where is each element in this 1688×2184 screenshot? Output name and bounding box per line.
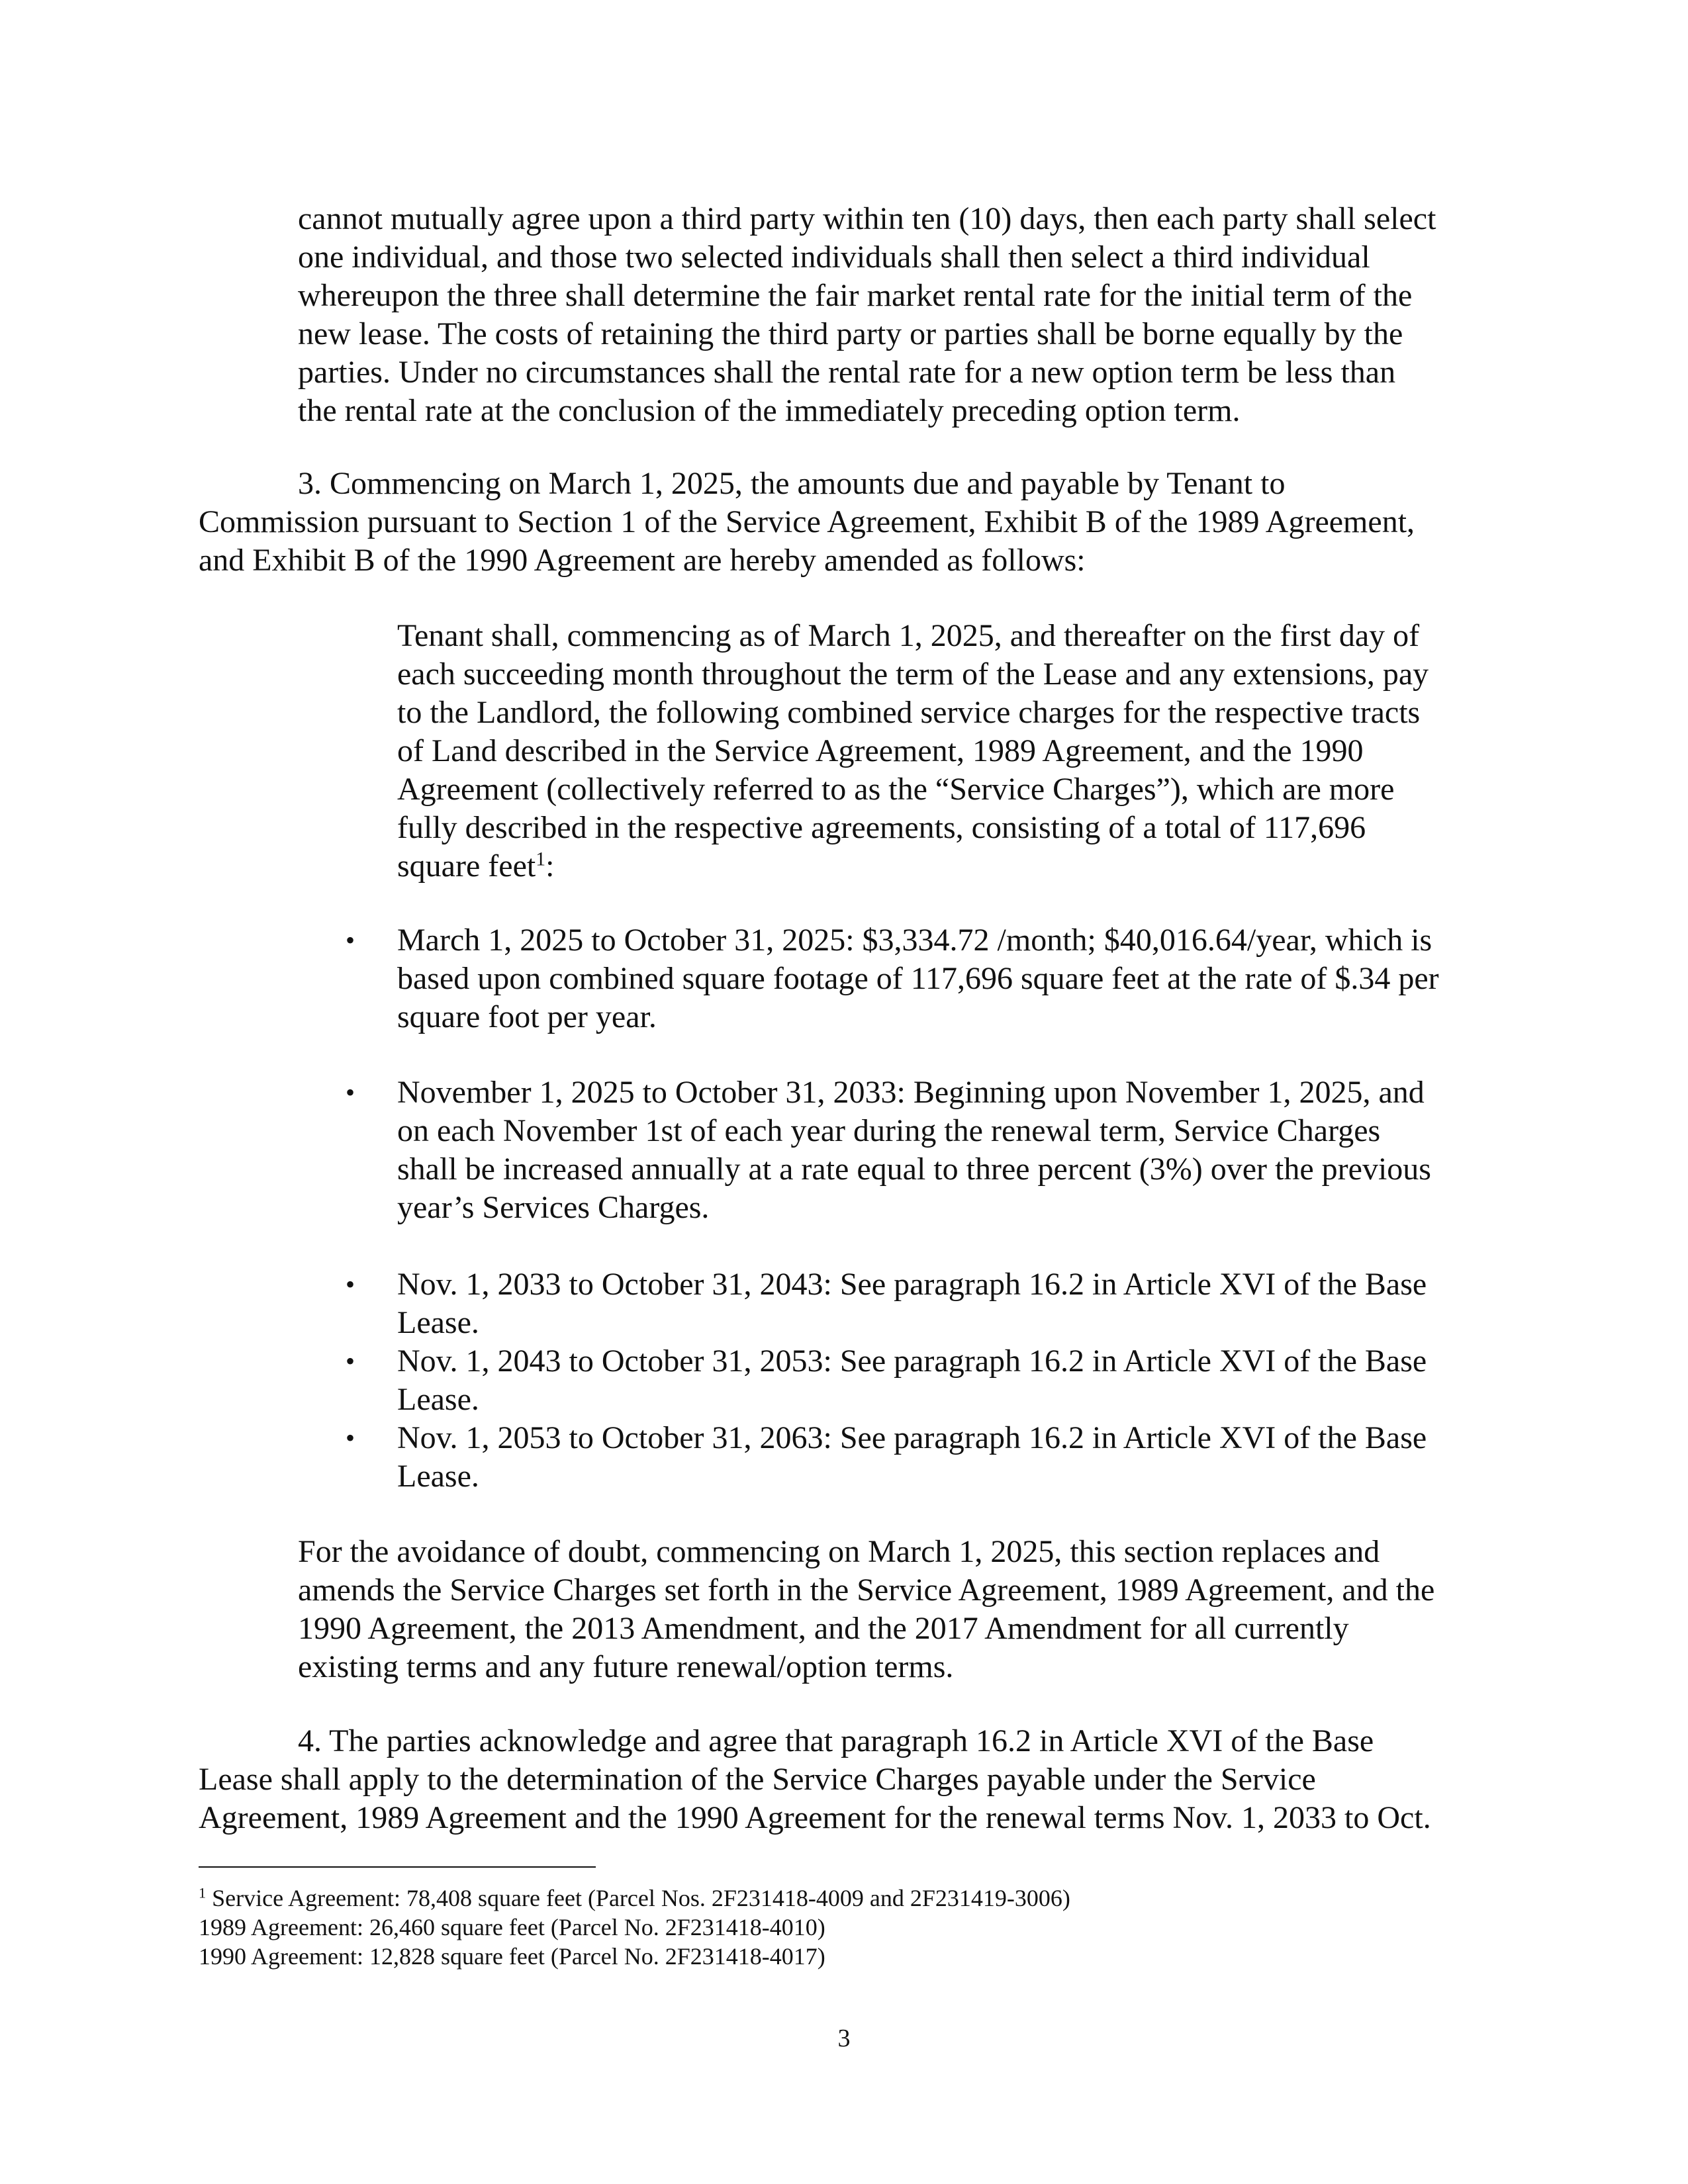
footnote-line: 1990 Agreement: 12,828 square feet (Parcel No. 2F231418-4017) [199,1943,825,1970]
text-line: existing terms and any future renewal/option terms. [298,1649,954,1684]
text-line: Agreement (collectively referred to as the “Service Charges”), which are more [397,772,1395,807]
text-fragment: : [545,848,555,884]
bullet-icon: • [346,1423,355,1453]
bullet-icon: • [346,1346,355,1376]
text-line: each succeeding month throughout the term of the Lease and any extensions, pay [397,657,1429,692]
text-line: based upon combined square footage of 117,696 square feet at the rate of $.34 per [397,961,1439,996]
text-line: to the Landlord, the following combined service charges for the respective tracts [397,695,1421,730]
text-line: Agreement, 1989 Agreement and the 1990 Agreement for the renewal terms Nov. 1, 2033 to Oct. [199,1800,1431,1835]
text-line: the rental rate at the conclusion of the immediately preceding option term. [298,393,1241,428]
footnote-divider [199,1866,596,1868]
text-line: Lease shall apply to the determination of the Service Charges payable under the Service [199,1762,1316,1797]
footnote-reference[interactable]: 1 [536,848,546,870]
text-line: whereupon the three shall determine the fair market rental rate for the initial term of the [298,278,1413,313]
footnote-line [199,1884,1070,1913]
text-line: square foot per year. [397,999,657,1034]
bullet-item [397,1265,1427,1342]
text-line: Lease. [397,1305,479,1340]
text-line: of Land described in the Service Agreement, 1989 Agreement, and the 1990 [397,733,1364,768]
text-line: shall be increased annually at a rate equal to three percent (3%) over the previous [397,1152,1431,1187]
continuation-paragraph [298,200,1436,430]
text-fragment: square feet [397,848,536,884]
text-line: November 1, 2025 to October 31, 2033: Beginning upon November 1, 2025, and [397,1075,1425,1110]
bullet-icon: • [346,925,355,955]
text-line: March 1, 2025 to October 31, 2025: $3,334.72 /month; $40,016.64/year, which is [397,923,1432,958]
footnote-line: 1989 Agreement: 26,460 square feet (Parcel No. 2F231418-4010) [199,1914,825,1940]
bullet-icon: • [346,1077,355,1107]
text-line: Lease. [397,1459,479,1494]
section-4-paragraph [199,1722,1431,1837]
section-3-paragraph [199,465,1415,580]
text-line: Nov. 1, 2043 to October 31, 2053: See paragraph 16.2 in Article XVI of the Base [397,1343,1427,1379]
text-line: parties. Under no circumstances shall the rental rate for a new option term be less than [298,355,1396,390]
text-line: Lease. [397,1382,479,1417]
page-number: 3 [837,2025,851,2052]
text-line: one individual, and those two selected individuals shall then select a third individual [298,240,1370,275]
text-line: on each November 1st of each year during the renewal term, Service Charges [397,1113,1381,1148]
text-line: 1990 Agreement, the 2013 Amendment, and the 2017 Amendment for all currently [298,1611,1349,1646]
bullet-item [397,1342,1427,1419]
text-line: fully described in the respective agreements, consisting of a total of 117,696 [397,810,1366,845]
avoidance-paragraph [298,1533,1434,1686]
text-line: cannot mutually agree upon a third party within ten (10) days, then each party shall select [298,201,1436,236]
footnote-text: Service Agreement: 78,408 square feet (Parcel Nos. 2F231418-4009 and 2F231419-3006) [206,1885,1070,1911]
text-line: Commission pursuant to Section 1 of the Service Agreement, Exhibit B of the 1989 Agreement, [199,504,1415,539]
footnote-marker: 1 [199,1884,207,1901]
text-line: Nov. 1, 2053 to October 31, 2063: See paragraph 16.2 in Article XVI of the Base [397,1420,1427,1455]
text-line: For the avoidance of doubt, commencing on March 1, 2025, this section replaces and [298,1534,1380,1569]
text-line [397,847,1429,886]
bullet-item [397,1073,1431,1227]
text-line: Nov. 1, 2033 to October 31, 2043: See paragraph 16.2 in Article XVI of the Base [397,1267,1427,1302]
text-line: 3. Commencing on March 1, 2025, the amounts due and payable by Tenant to [298,466,1286,501]
text-line: amends the Service Charges set forth in the Service Agreement, 1989 Agreement, and the [298,1572,1435,1608]
text-line: and Exhibit B of the 1990 Agreement are hereby amended as follows: [199,543,1086,578]
text-line: Tenant shall, commencing as of March 1, 2025, and thereafter on the first day of [397,618,1420,653]
bullet-icon: • [346,1269,355,1299]
text-line: new lease. The costs of retaining the third party or parties shall be borne equally by the [298,316,1403,351]
service-charges-quote [397,617,1429,886]
text-line: year’s Services Charges. [397,1190,710,1225]
text-line: 4. The parties acknowledge and agree that paragraph 16.2 in Article XVI of the Base [298,1723,1374,1758]
bullet-item [397,921,1439,1036]
bullet-item [397,1419,1427,1496]
